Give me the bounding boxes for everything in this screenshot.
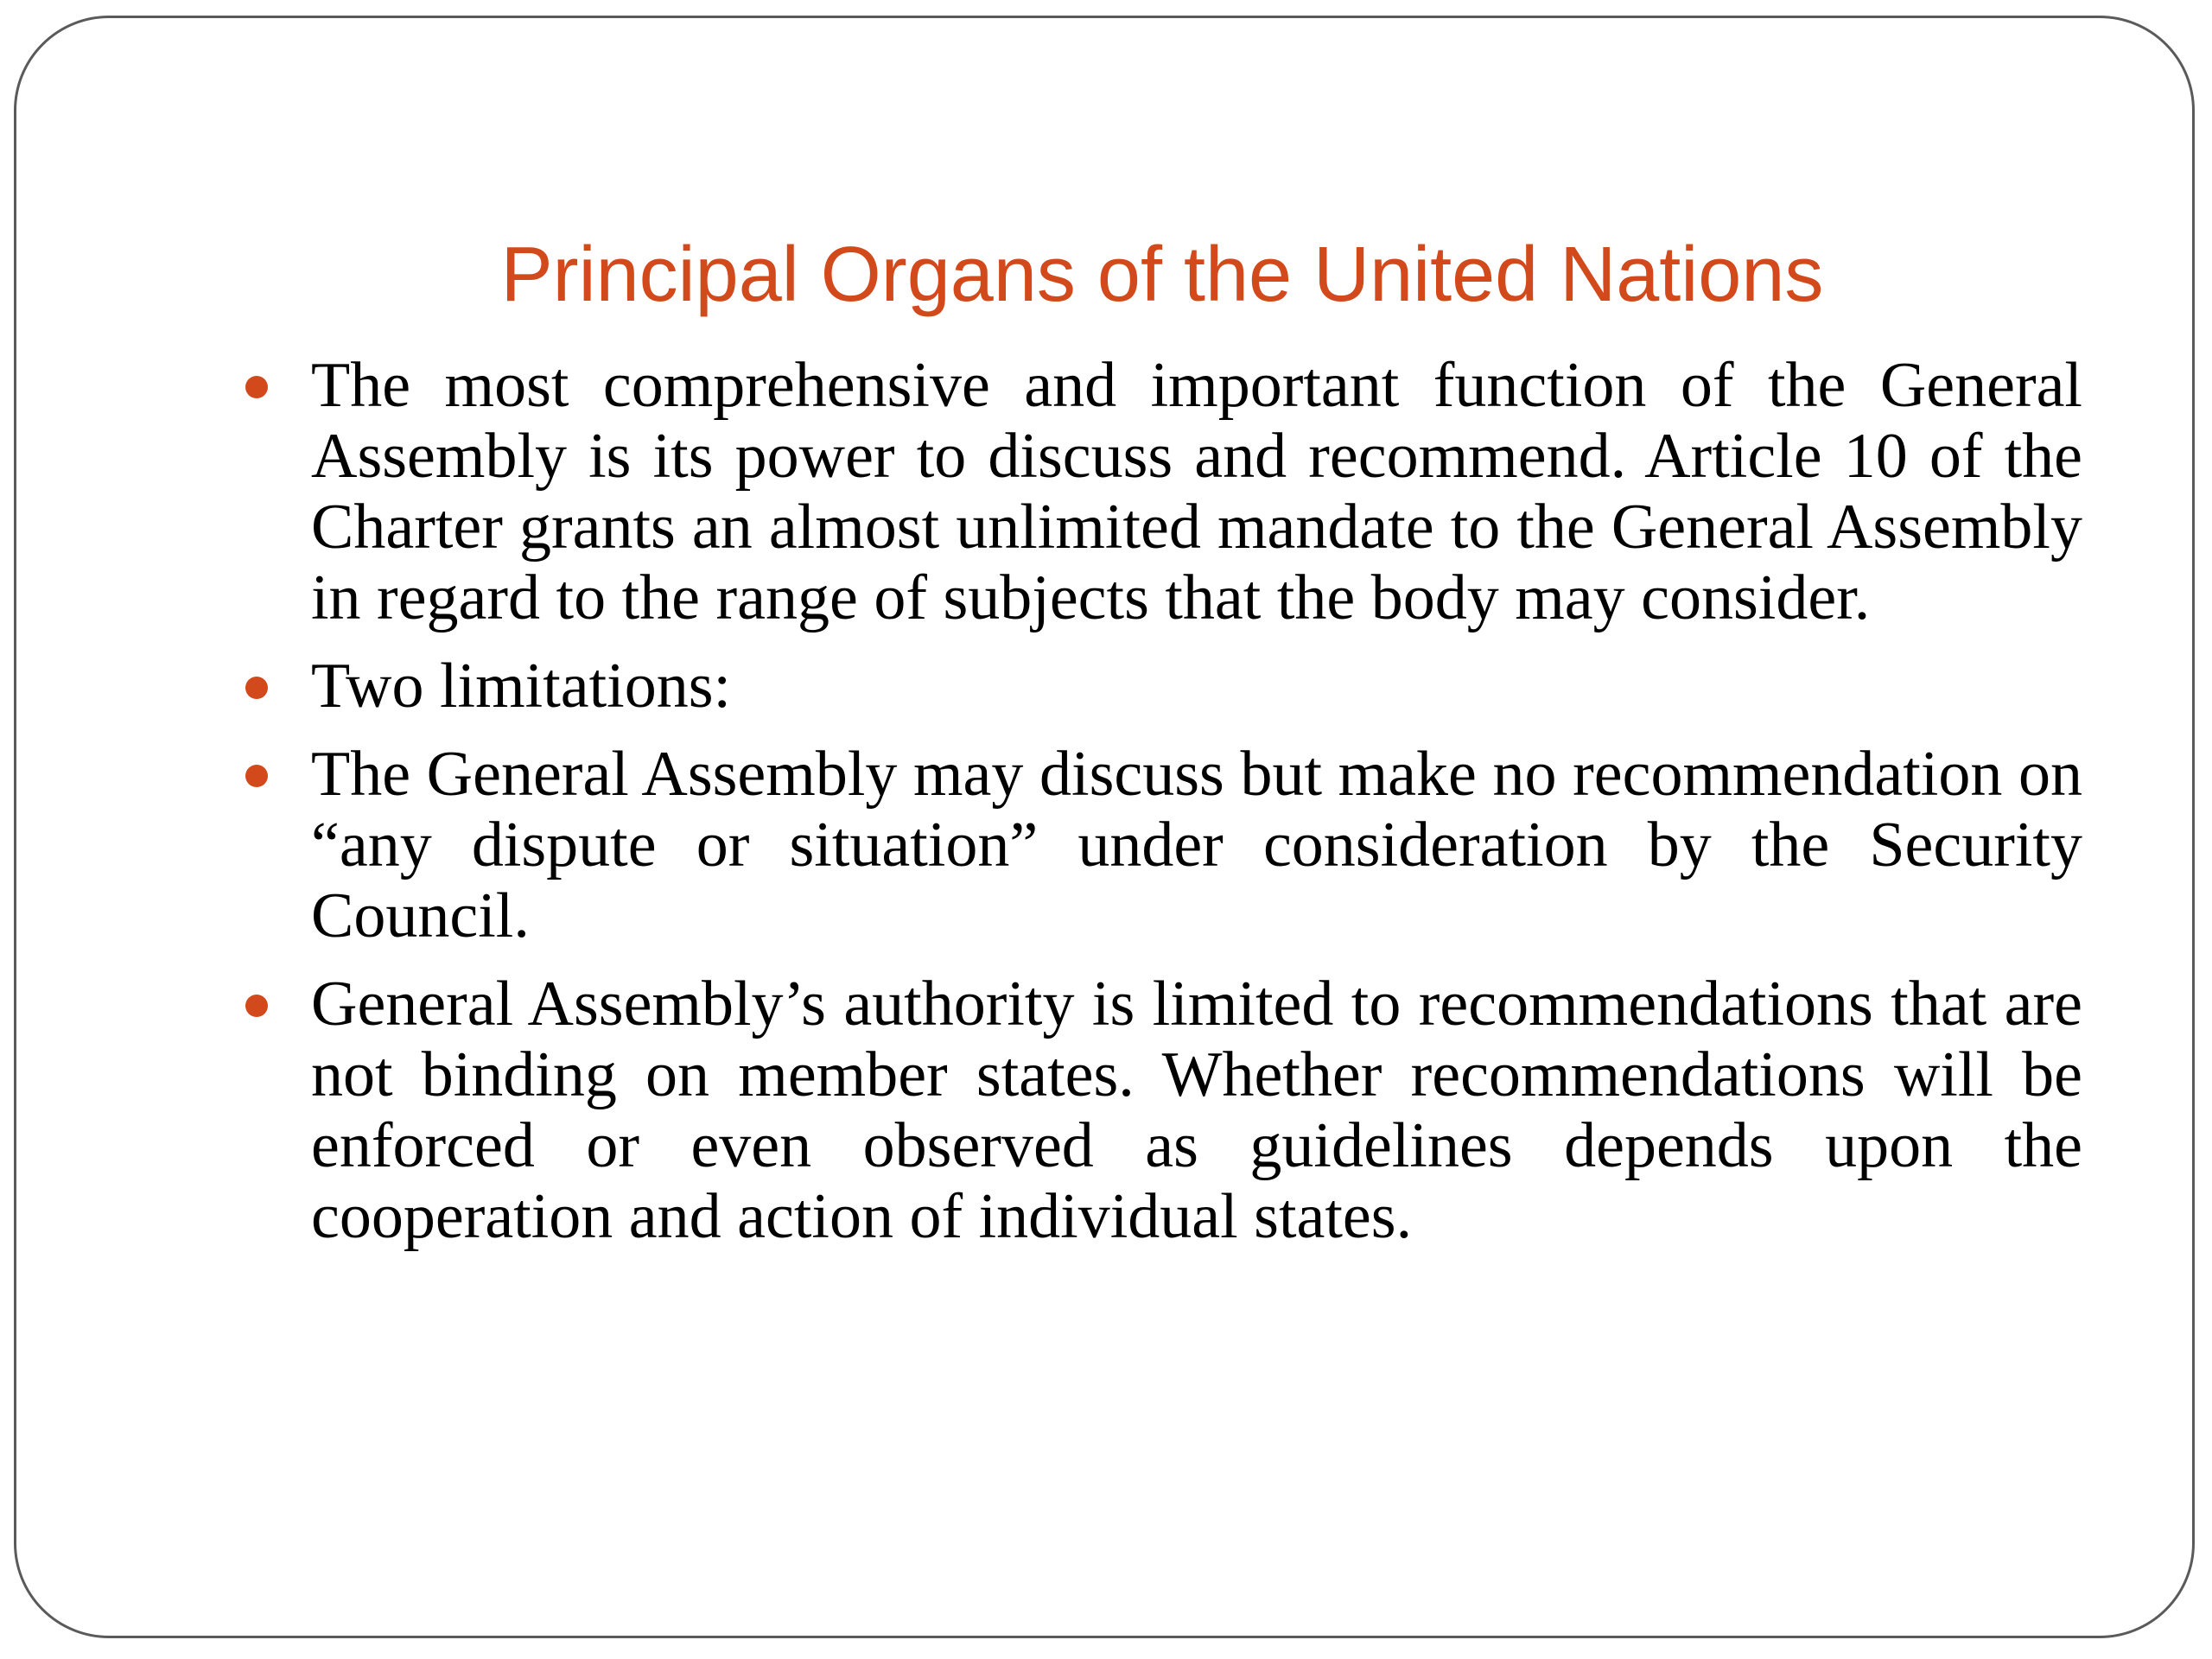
bullet-text: The most comprehensive and important function of the General Assembly is its power to discuss and recommend. Article 10 of the Charter grants an almost unlimited mandate to the General Assembly in regard to the range of subjects that the body may consider.: [311, 350, 2082, 633]
bullet-dot-icon: [245, 376, 268, 398]
bullet-list: [242, 350, 2082, 1269]
bullet-item: [242, 969, 2082, 1252]
bullet-item: [242, 350, 2082, 633]
bullet-item: [242, 651, 2082, 721]
bullet-item: [242, 739, 2082, 951]
bullet-text: Two limitations:: [311, 651, 732, 721]
bullet-text: General Assembly’s authority is limited to recommendations that are not binding on member states. Whether recommendations will be enforced or even observed as guidelines depends upon the cooperation and action of individual states.: [311, 969, 2082, 1252]
bullet-text: The General Assembly may discuss but make no recommendation on “any dispute or situation” under consideration by the Security Council.: [311, 739, 2082, 951]
bullet-dot-icon: [245, 677, 268, 699]
bullet-dot-icon: [245, 995, 268, 1017]
bullet-dot-icon: [245, 765, 268, 787]
slide-title: Principal Organs of the United Nations: [500, 232, 1824, 318]
